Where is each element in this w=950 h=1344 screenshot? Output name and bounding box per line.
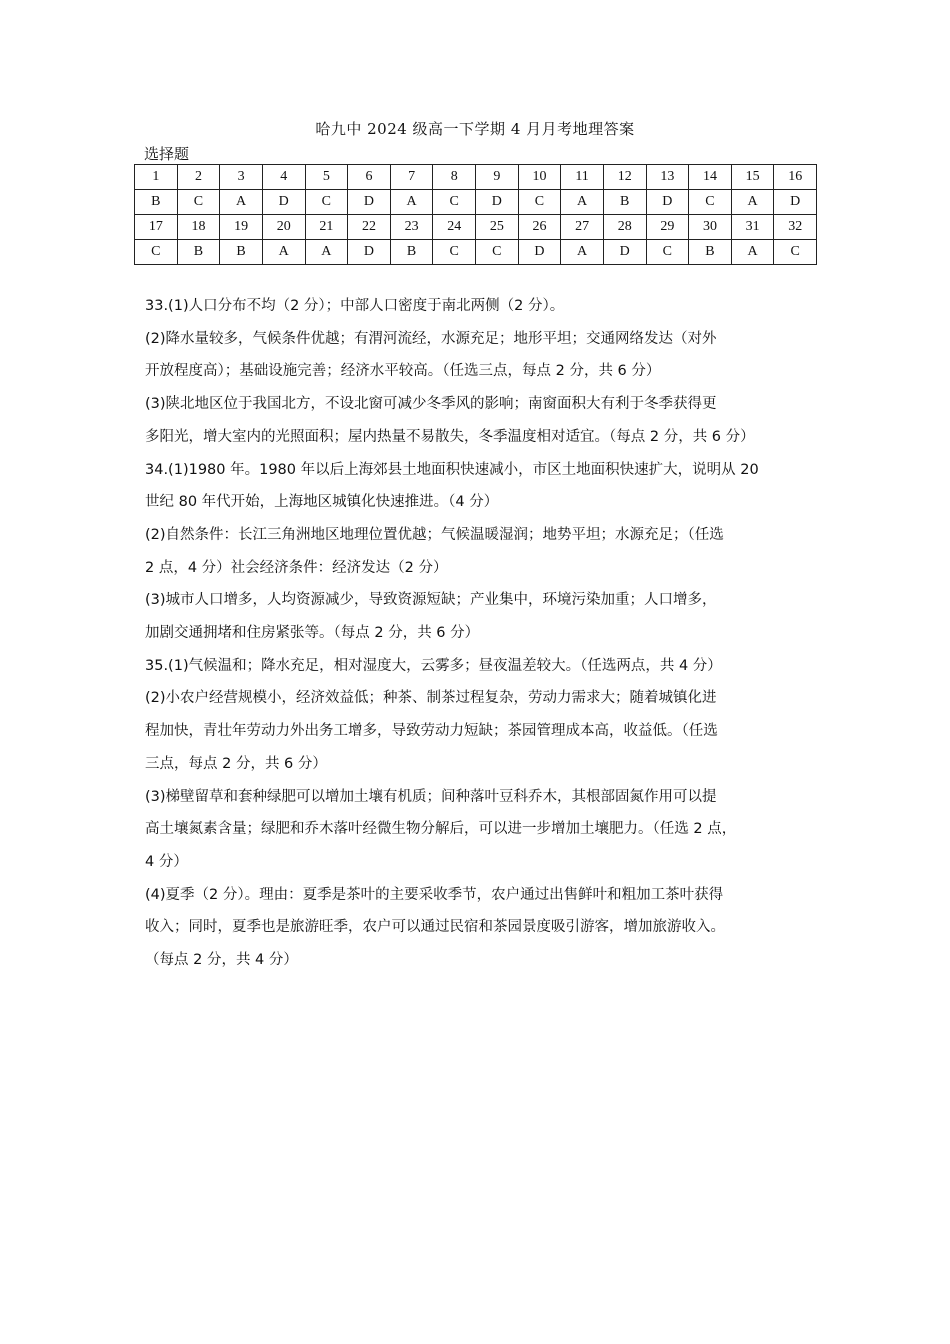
question-number-cell: 24 xyxy=(433,215,476,240)
page-title: 哈九中 2024 级高一下学期 4 月月考地理答案 xyxy=(315,120,635,138)
question-number-cell: 10 xyxy=(518,165,561,190)
question-number-cell: 12 xyxy=(603,165,646,190)
question-number-cell: 2 xyxy=(177,165,220,190)
answer-text-block xyxy=(145,290,835,977)
answer-line: 35.(1)气候温和；降水充足，相对湿度大，云雾多；昼夜温差较大。（任选两点，共 4 分） xyxy=(145,657,722,674)
question-number-cell: 20 xyxy=(262,215,305,240)
answer-line: 三点，每点 2 分，共 6 分） xyxy=(145,755,327,772)
answer-cell: C xyxy=(476,240,519,265)
table-row-question-numbers xyxy=(135,165,817,190)
answer-cell: A xyxy=(731,190,774,215)
answer-line: 多阳光，增大室内的光照面积；屋内热量不易散失，冬季温度相对适宜。（每点 2 分，共 6 分） xyxy=(145,428,755,445)
question-number-cell: 8 xyxy=(433,165,476,190)
answer-cell: D xyxy=(774,190,817,215)
answer-cell: B xyxy=(603,190,646,215)
table-row-question-numbers xyxy=(135,215,817,240)
answer-cell: D xyxy=(603,240,646,265)
answer-cell: C xyxy=(135,240,178,265)
answer-line: 2 点，4 分）社会经济条件：经济发达（2 分） xyxy=(145,559,448,576)
answer-cell: A xyxy=(305,240,348,265)
answer-cell: A xyxy=(262,240,305,265)
question-number-cell: 15 xyxy=(731,165,774,190)
answer-cell: C xyxy=(433,190,476,215)
answer-cell: C xyxy=(433,240,476,265)
question-number-cell: 14 xyxy=(689,165,732,190)
question-number-cell: 3 xyxy=(220,165,263,190)
question-number-cell: 11 xyxy=(561,165,604,190)
answer-cell: A xyxy=(561,190,604,215)
answer-cell: A xyxy=(731,240,774,265)
answer-cell: B xyxy=(135,190,178,215)
question-number-cell: 6 xyxy=(348,165,391,190)
question-number-cell: 27 xyxy=(561,215,604,240)
answer-cell: B xyxy=(390,240,433,265)
answer-cell: C xyxy=(646,240,689,265)
answer-line: (3)陕北地区位于我国北方，不设北窗可减少冬季风的影响；南窗面积大有利于冬季获得更 xyxy=(145,396,717,413)
answer-line: 开放程度高）；基础设施完善；经济水平较高。（任选三点，每点 2 分，共 6 分） xyxy=(145,363,661,380)
answer-cell: B xyxy=(177,240,220,265)
answer-cell: C xyxy=(689,190,732,215)
answer-line: (3)城市人口增多，人均资源减少，导致资源短缺；产业集中，环境污染加重；人口增多， xyxy=(145,592,717,609)
answer-cell: D xyxy=(348,190,391,215)
answer-line: 34.(1)1980 年。1980 年以后上海郊县土地面积快速减小，市区土地面积快速扩大，说明从 20 xyxy=(145,461,759,478)
answer-cell: B xyxy=(689,240,732,265)
answer-cell: C xyxy=(774,240,817,265)
answer-line: 世纪 80 年代开始，上海地区城镇化快速推进。（4 分） xyxy=(145,494,499,511)
question-number-cell: 5 xyxy=(305,165,348,190)
answer-cell: D xyxy=(262,190,305,215)
answer-cell: D xyxy=(646,190,689,215)
answer-cell: A xyxy=(390,190,433,215)
answer-line: (2)小农户经营规模小，经济效益低；种茶、制茶过程复杂，劳动力需求大；随着城镇化进 xyxy=(145,690,717,707)
answer-cell: C xyxy=(305,190,348,215)
question-number-cell: 7 xyxy=(390,165,433,190)
answer-cell: A xyxy=(220,190,263,215)
question-number-cell: 17 xyxy=(135,215,178,240)
answer-cell: B xyxy=(220,240,263,265)
question-number-cell: 1 xyxy=(135,165,178,190)
choice-answer-table xyxy=(134,164,817,265)
answer-cell: D xyxy=(518,240,561,265)
answer-cell: D xyxy=(476,190,519,215)
question-number-cell: 16 xyxy=(774,165,817,190)
question-number-cell: 28 xyxy=(603,215,646,240)
question-number-cell: 32 xyxy=(774,215,817,240)
question-number-cell: 23 xyxy=(390,215,433,240)
question-number-cell: 13 xyxy=(646,165,689,190)
answer-cell: C xyxy=(518,190,561,215)
question-number-cell: 30 xyxy=(689,215,732,240)
answer-line: (2)自然条件：长江三角洲地区地理位置优越；气候温暖湿润；地势平坦；水源充足；（任选 xyxy=(145,526,724,543)
question-number-cell: 9 xyxy=(476,165,519,190)
answer-cell: C xyxy=(177,190,220,215)
question-number-cell: 22 xyxy=(348,215,391,240)
answer-line: 收入；同时，夏季也是旅游旺季，农户可以通过民宿和茶园景度吸引游客，增加旅游收入。 xyxy=(145,919,725,936)
table-row-answers xyxy=(135,240,817,265)
answer-cell: A xyxy=(561,240,604,265)
answer-line: 加剧交通拥堵和住房紧张等。（每点 2 分，共 6 分） xyxy=(145,625,480,642)
answer-line: （每点 2 分，共 4 分） xyxy=(145,952,298,969)
section-label-choice: 选择题 xyxy=(144,145,190,163)
answer-line: 33.(1)人口分布不均（2 分）；中部人口密度于南北两侧（2 分）。 xyxy=(145,298,565,314)
table-row-answers xyxy=(135,190,817,215)
answer-line: (3)梯壁留草和套种绿肥可以增加土壤有机质；间种落叶豆科乔木，其根部固氮作用可以提 xyxy=(145,788,717,805)
question-number-cell: 21 xyxy=(305,215,348,240)
question-number-cell: 29 xyxy=(646,215,689,240)
question-number-cell: 26 xyxy=(518,215,561,240)
answer-line: 4 分） xyxy=(145,853,188,870)
answer-line: (4)夏季（2 分）。理由：夏季是茶叶的主要采收季节，农户通过出售鲜叶和粗加工茶叶获得 xyxy=(145,886,724,903)
question-number-cell: 4 xyxy=(262,165,305,190)
question-number-cell: 25 xyxy=(476,215,519,240)
answer-line: (2)降水量较多，气候条件优越；有渭河流经，水源充足；地形平坦；交通网络发达（对外 xyxy=(145,330,717,347)
answer-cell: D xyxy=(348,240,391,265)
question-number-cell: 18 xyxy=(177,215,220,240)
question-number-cell: 19 xyxy=(220,215,263,240)
answer-line: 高土壤氮素含量；绿肥和乔木落叶经微生物分解后，可以进一步增加土壤肥力。（任选 2 点， xyxy=(145,821,737,838)
answer-line: 程加快，青壮年劳动力外出务工增多，导致劳动力短缺；茶园管理成本高，收益低。（任选 xyxy=(145,723,718,740)
question-number-cell: 31 xyxy=(731,215,774,240)
